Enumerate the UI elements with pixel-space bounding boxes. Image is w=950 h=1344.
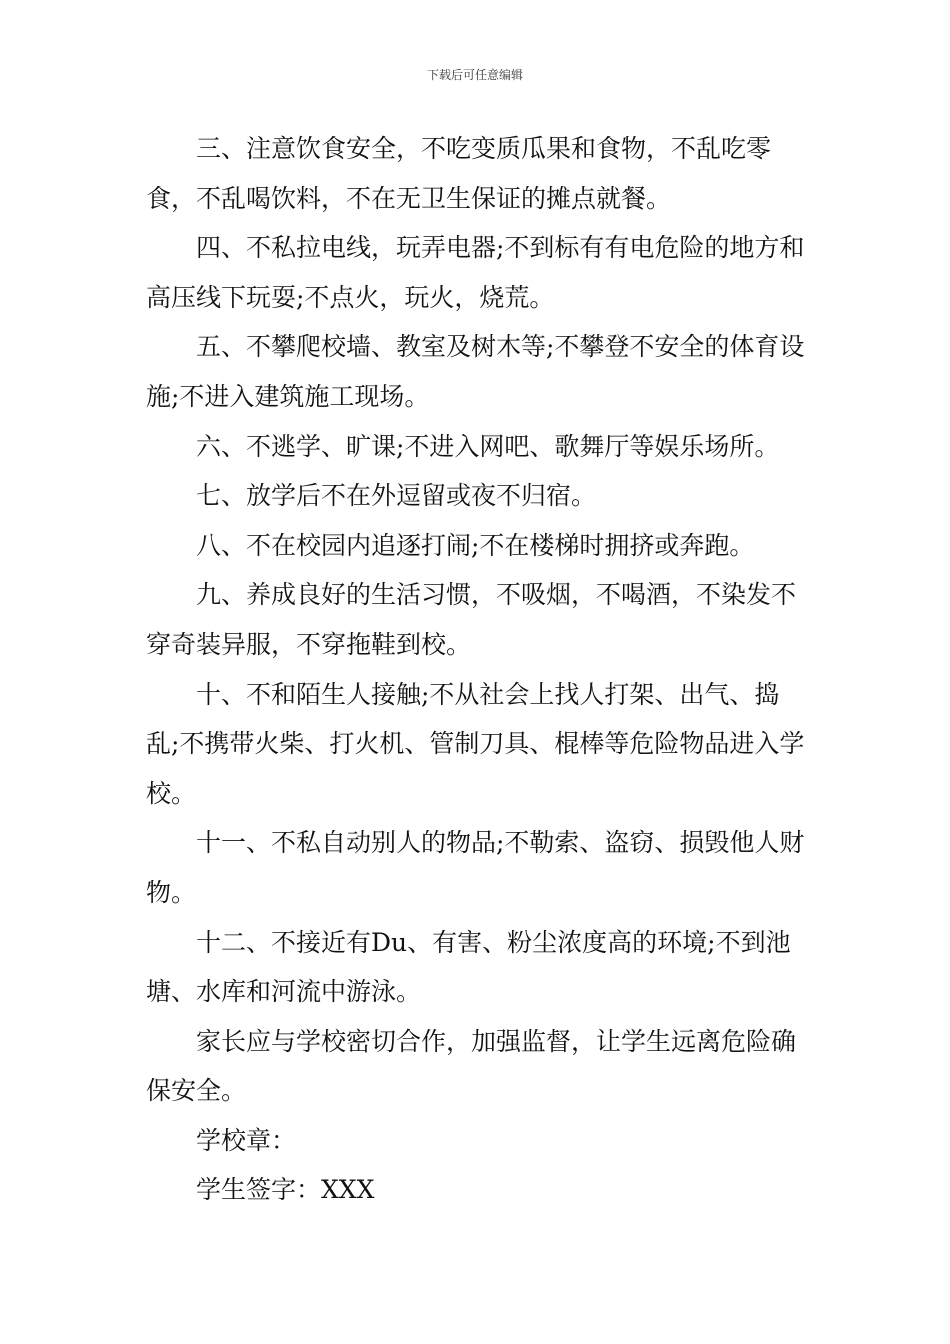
paragraph-rule-5: 五、不攀爬校墙、教室及树木等;不攀登不安全的体育设施;不进入建筑施工现场。 [146, 332, 805, 411]
paragraph-rule-3: 三、注意饮食安全，不吃变质瓜果和食物，不乱吃零食，不乱喝饮料，不在无卫生保证的摊点就餐。 [146, 134, 772, 213]
paragraph-rule-10: 十、不和陌生人接触;不从社会上找人打架、出气、捣乱;不携带火柴、打火机、管制刀具、棍棒等危险物品进入学校。 [146, 679, 805, 808]
paragraph-parent-note: 家长应与学校密切合作，加强监督，让学生远离危险确保安全。 [146, 1026, 797, 1106]
paragraph-rule-7: 七、放学后不在外逗留或夜不归宿。 [196, 481, 597, 511]
school-seal-line: 学校章： [196, 1125, 297, 1155]
paragraph-rule-4: 四、不私拉电线，玩弄电器;不到标有有电危险的地方和高压线下玩耍;不点火，玩火，烧荒。 [146, 233, 805, 312]
document-body [146, 124, 812, 1215]
paragraph-rule-6: 六、不逃学、旷课;不进入网吧、歌舞厅等娱乐场所。 [196, 431, 780, 461]
paragraph-rule-8: 八、不在校园内追逐打闹;不在楼梯时拥挤或奔跑。 [196, 530, 755, 560]
student-signature-line: 学生签字：XXX [196, 1175, 375, 1205]
paragraph-rule-9: 九、养成良好的生活习惯，不吸烟，不喝酒，不染发不穿奇装异服，不穿拖鞋到校。 [146, 580, 797, 659]
header-note: 下载后可任意编辑 [426, 68, 523, 82]
paragraph-rule-11: 十一、不私自动别人的物品;不勒索、盗窃、损毁他人财物。 [146, 828, 805, 907]
paragraph-rule-12: 十二、不接近有Du、有害、粉尘浓度高的环境;不到池塘、水库和河流中游泳。 [146, 927, 791, 1007]
